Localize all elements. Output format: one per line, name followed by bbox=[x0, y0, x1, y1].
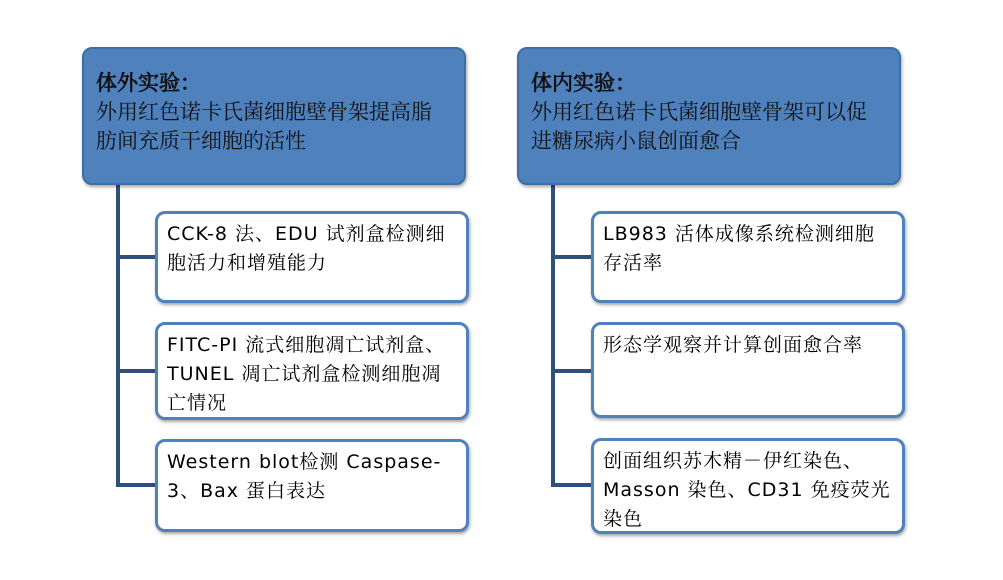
in-vivo-title: 体内实验： bbox=[531, 71, 636, 95]
in-vivo-method-box bbox=[591, 211, 905, 303]
in-vivo-method-text: LB983 活体成像系统检测细胞存活率 bbox=[603, 223, 875, 274]
in-vitro-description: 外用红色诺卡氏菌细胞壁骨架提高脂肪间充质干细胞的活性 bbox=[96, 100, 432, 153]
in-vitro-header-box bbox=[82, 47, 466, 185]
in-vitro-method-text: FITC-PI 流式细胞凋亡试剂盒、TUNEL 凋亡试剂盒检测细胞凋亡情况 bbox=[167, 334, 446, 414]
in-vitro-method-box bbox=[155, 439, 469, 532]
in-vivo-method-box bbox=[591, 438, 905, 534]
in-vitro-title: 体外实验： bbox=[96, 71, 201, 95]
in-vivo-method-text: 创面组织苏木精－伊红染色、Masson 染色、CD31 免疫荧光染色 bbox=[603, 450, 891, 530]
in-vitro-method-box bbox=[155, 322, 469, 420]
in-vitro-method-text: CCK-8 法、EDU 试剂盒检测细胞活力和增殖能力 bbox=[167, 223, 446, 274]
in-vitro-method-text: Western blot检测 Caspase-3、Bax 蛋白表达 bbox=[167, 451, 442, 502]
in-vivo-header-box bbox=[517, 47, 901, 185]
in-vivo-description: 外用红色诺卡氏菌细胞壁骨架可以促进糖尿病小鼠创面愈合 bbox=[531, 100, 867, 153]
in-vivo-method-box bbox=[591, 322, 905, 418]
in-vivo-method-text: 形态学观察并计算创面愈合率 bbox=[603, 334, 864, 356]
in-vitro-method-box bbox=[155, 211, 469, 303]
